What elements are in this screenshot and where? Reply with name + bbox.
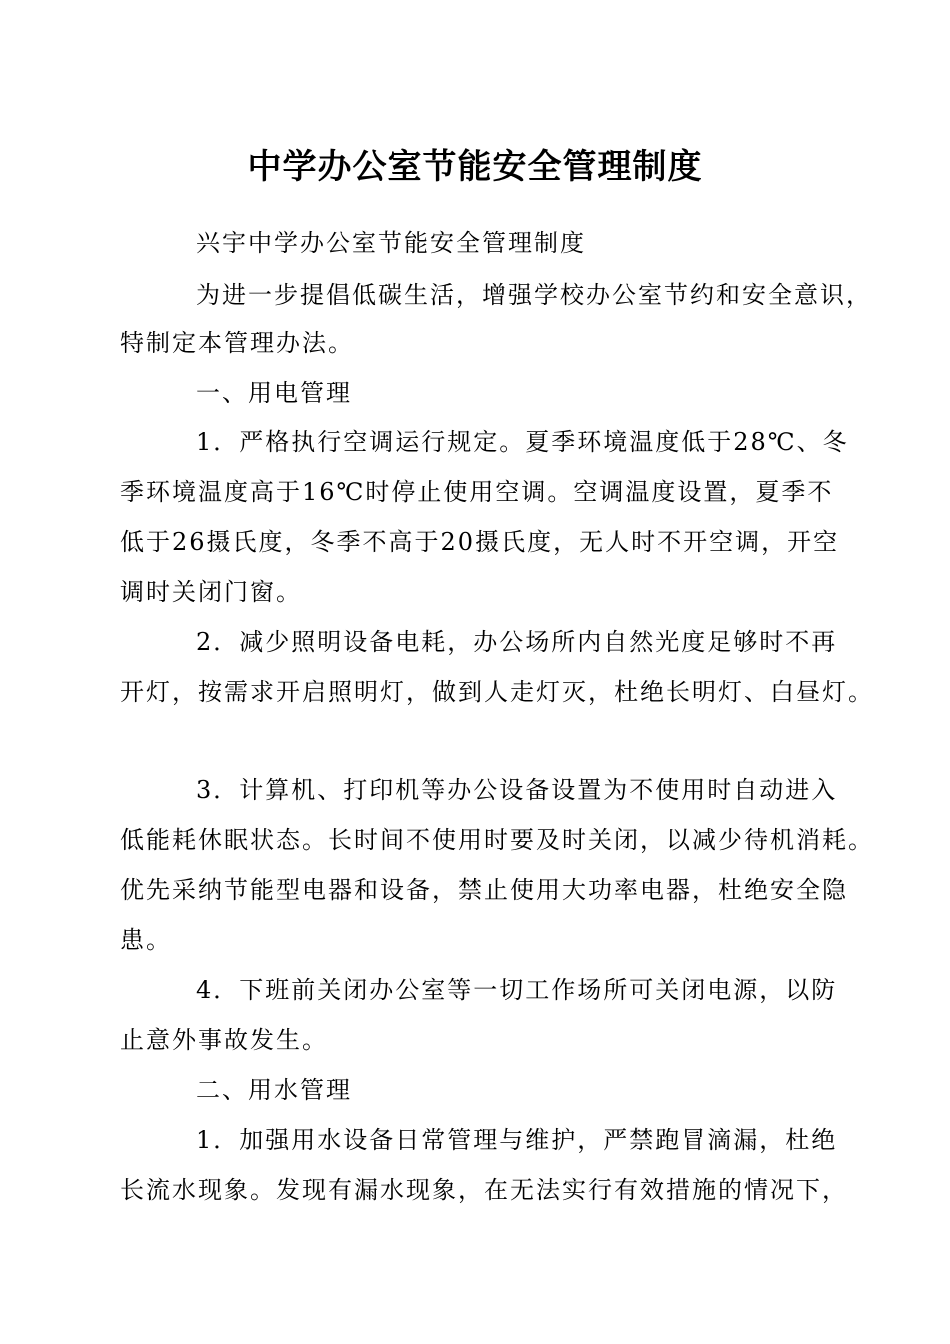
paragraph-line: 为进一步提倡低碳生活，增强学校办公室节约和安全意识， xyxy=(196,281,872,309)
subtitle-line: 兴宇中学办公室节能安全管理制度 xyxy=(196,229,586,257)
paragraph-line: 长流水现象。发现有漏水现象，在无法实行有效措施的情况下， xyxy=(120,1176,848,1204)
paragraph-line: 1．加强用水设备日常管理与维护，严禁跑冒滴漏，杜绝 xyxy=(196,1126,838,1154)
section-heading: 一、用电管理 xyxy=(196,379,352,407)
paragraph-line: 优先采纳节能型电器和设备，禁止使用大功率电器，杜绝安全隐 xyxy=(120,876,848,904)
paragraph-line: 特制定本管理办法。 xyxy=(120,329,354,357)
document-title: 中学办公室节能安全管理制度 xyxy=(247,147,703,187)
section-heading: 二、用水管理 xyxy=(196,1076,352,1104)
paragraph-line: 患。 xyxy=(120,926,172,954)
paragraph-line: 调时关闭门窗。 xyxy=(120,578,302,606)
paragraph-line: 止意外事故发生。 xyxy=(120,1026,328,1054)
paragraph-line: 3．计算机、打印机等办公设备设置为不使用时自动进入 xyxy=(196,776,838,804)
paragraph-line: 4．下班前关闭办公室等一切工作场所可关闭电源，以防 xyxy=(196,976,838,1004)
paragraph-line: 低能耗休眠状态。长时间不使用时要及时关闭，以减少待机消耗。 xyxy=(120,826,874,854)
paragraph-line: 低于26摄氏度，冬季不高于20摄氏度，无人时不开空调，开空 xyxy=(120,528,840,556)
paragraph-line: 2．减少照明设备电耗，办公场所内自然光度足够时不再 xyxy=(196,628,838,656)
paragraph-line: 1．严格执行空调运行规定。夏季环境温度低于28℃、冬 xyxy=(196,428,849,456)
paragraph-line: 季环境温度高于16℃时停止使用空调。空调温度设置，夏季不 xyxy=(120,478,834,506)
paragraph-line: 开灯，按需求开启照明灯，做到人走灯灭，杜绝长明灯、白昼灯。 xyxy=(120,678,874,706)
